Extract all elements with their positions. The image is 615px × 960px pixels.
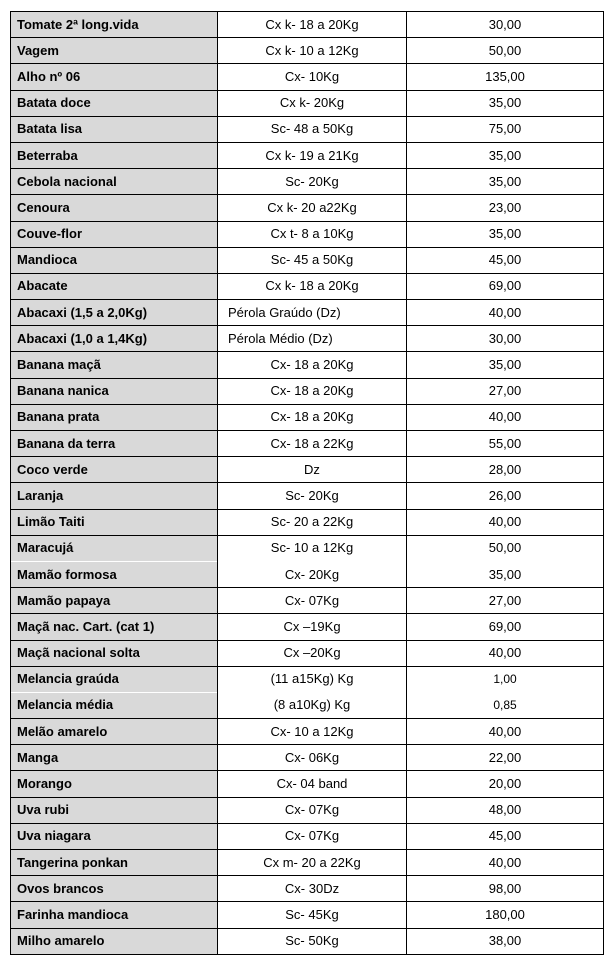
price-cell: 40,00 — [407, 509, 604, 535]
unit-cell: Cx- 18 a 22Kg — [218, 431, 407, 457]
table-row — [11, 378, 604, 404]
unit-cell: Cx k- 10 a 12Kg — [218, 38, 407, 64]
product-name-cell: Morango — [11, 771, 218, 797]
unit-cell: Cx –20Kg — [218, 640, 407, 666]
product-name-cell: Banana prata — [11, 404, 218, 430]
product-name-cell: Banana maçã — [11, 352, 218, 378]
price-cell: 48,00 — [407, 797, 604, 823]
product-name-cell: Maçã nac. Cart. (cat 1) — [11, 614, 218, 640]
product-name-cell: Abacate — [11, 273, 218, 299]
table-row — [11, 535, 604, 561]
price-cell: 27,00 — [407, 378, 604, 404]
unit-cell: Sc- 20Kg — [218, 483, 407, 509]
table-row — [11, 666, 604, 692]
product-name-cell: Banana da terra — [11, 431, 218, 457]
product-name-cell: Limão Taiti — [11, 509, 218, 535]
product-name-cell: Mamão papaya — [11, 588, 218, 614]
table-row — [11, 588, 604, 614]
unit-cell: Cx- 04 band — [218, 771, 407, 797]
table-row — [11, 64, 604, 90]
table-row — [11, 404, 604, 430]
unit-cell: Cx- 18 a 20Kg — [218, 404, 407, 430]
unit-cell: Cx- 07Kg — [218, 797, 407, 823]
table-row — [11, 326, 604, 352]
unit-cell: Sc- 20Kg — [218, 169, 407, 195]
table-row — [11, 12, 604, 38]
price-table — [10, 11, 604, 955]
table-row — [11, 169, 604, 195]
product-name-cell: Melancia média — [11, 692, 218, 718]
unit-cell: Cx k- 19 a 21Kg — [218, 142, 407, 168]
price-cell: 50,00 — [407, 38, 604, 64]
unit-cell: (8 a10Kg) Kg — [218, 692, 407, 718]
price-cell: 35,00 — [407, 221, 604, 247]
table-row — [11, 300, 604, 326]
product-name-cell: Abacaxi (1,5 a 2,0Kg) — [11, 300, 218, 326]
price-cell: 35,00 — [407, 561, 604, 587]
unit-cell: Cx m- 20 a 22Kg — [218, 850, 407, 876]
product-name-cell: Maçã nacional solta — [11, 640, 218, 666]
unit-cell: Cx- 07Kg — [218, 823, 407, 849]
price-cell: 40,00 — [407, 640, 604, 666]
table-row — [11, 38, 604, 64]
price-cell: 20,00 — [407, 771, 604, 797]
price-cell: 28,00 — [407, 457, 604, 483]
unit-cell: Cx k- 18 a 20Kg — [218, 273, 407, 299]
price-cell: 1,00 — [407, 666, 604, 692]
table-row — [11, 902, 604, 928]
table-row — [11, 142, 604, 168]
table-row — [11, 928, 604, 954]
unit-cell: Cx- 18 a 20Kg — [218, 352, 407, 378]
product-name-cell: Uva niagara — [11, 823, 218, 849]
table-row — [11, 509, 604, 535]
unit-cell: Cx- 20Kg — [218, 561, 407, 587]
table-row — [11, 116, 604, 142]
price-cell: 30,00 — [407, 12, 604, 38]
price-cell: 40,00 — [407, 719, 604, 745]
table-row — [11, 247, 604, 273]
table-row — [11, 483, 604, 509]
unit-cell: Cx k- 18 a 20Kg — [218, 12, 407, 38]
product-name-cell: Farinha mandioca — [11, 902, 218, 928]
unit-cell: Sc- 10 a 12Kg — [218, 535, 407, 561]
price-cell: 35,00 — [407, 352, 604, 378]
product-name-cell: Tangerina ponkan — [11, 850, 218, 876]
price-cell: 0,85 — [407, 692, 604, 718]
unit-cell: Cx k- 20 a22Kg — [218, 195, 407, 221]
table-row — [11, 692, 604, 718]
price-cell: 75,00 — [407, 116, 604, 142]
unit-cell: Cx t- 8 a 10Kg — [218, 221, 407, 247]
price-cell: 23,00 — [407, 195, 604, 221]
table-row — [11, 561, 604, 587]
unit-cell: (11 a15Kg) Kg — [218, 666, 407, 692]
table-row — [11, 90, 604, 116]
table-row — [11, 195, 604, 221]
unit-cell: Cx –19Kg — [218, 614, 407, 640]
product-name-cell: Uva rubi — [11, 797, 218, 823]
price-cell: 40,00 — [407, 850, 604, 876]
table-row — [11, 457, 604, 483]
unit-cell: Pérola Graúdo (Dz) — [218, 300, 407, 326]
unit-cell: Cx- 10 a 12Kg — [218, 719, 407, 745]
price-cell: 35,00 — [407, 169, 604, 195]
price-cell: 55,00 — [407, 431, 604, 457]
product-name-cell: Alho nº 06 — [11, 64, 218, 90]
table-row — [11, 719, 604, 745]
unit-cell: Cx- 06Kg — [218, 745, 407, 771]
unit-cell: Cx- 18 a 20Kg — [218, 378, 407, 404]
price-cell: 40,00 — [407, 404, 604, 430]
table-row — [11, 273, 604, 299]
table-row — [11, 797, 604, 823]
table-row — [11, 352, 604, 378]
price-cell: 69,00 — [407, 614, 604, 640]
price-cell: 30,00 — [407, 326, 604, 352]
table-row — [11, 876, 604, 902]
product-name-cell: Tomate 2ª long.vida — [11, 12, 218, 38]
table-row — [11, 221, 604, 247]
table-row — [11, 771, 604, 797]
product-name-cell: Mandioca — [11, 247, 218, 273]
unit-cell: Sc- 45 a 50Kg — [218, 247, 407, 273]
product-name-cell: Batata doce — [11, 90, 218, 116]
unit-cell: Cx- 10Kg — [218, 64, 407, 90]
price-cell: 180,00 — [407, 902, 604, 928]
price-cell: 35,00 — [407, 90, 604, 116]
table-row — [11, 431, 604, 457]
product-name-cell: Mamão formosa — [11, 561, 218, 587]
price-cell: 50,00 — [407, 535, 604, 561]
price-cell: 22,00 — [407, 745, 604, 771]
product-name-cell: Manga — [11, 745, 218, 771]
product-name-cell: Beterraba — [11, 142, 218, 168]
price-cell: 69,00 — [407, 273, 604, 299]
product-name-cell: Melão amarelo — [11, 719, 218, 745]
table-row — [11, 614, 604, 640]
unit-cell: Cx- 07Kg — [218, 588, 407, 614]
product-name-cell: Cebola nacional — [11, 169, 218, 195]
table-row — [11, 850, 604, 876]
product-name-cell: Laranja — [11, 483, 218, 509]
price-table-body — [11, 12, 604, 955]
unit-cell: Sc- 45Kg — [218, 902, 407, 928]
table-row — [11, 823, 604, 849]
price-cell: 26,00 — [407, 483, 604, 509]
product-name-cell: Ovos brancos — [11, 876, 218, 902]
product-name-cell: Milho amarelo — [11, 928, 218, 954]
unit-cell: Sc- 50Kg — [218, 928, 407, 954]
price-cell: 27,00 — [407, 588, 604, 614]
product-name-cell: Batata lisa — [11, 116, 218, 142]
product-name-cell: Couve-flor — [11, 221, 218, 247]
unit-cell: Sc- 20 a 22Kg — [218, 509, 407, 535]
unit-cell: Cx k- 20Kg — [218, 90, 407, 116]
table-row — [11, 745, 604, 771]
product-name-cell: Coco verde — [11, 457, 218, 483]
product-name-cell: Melancia graúda — [11, 666, 218, 692]
product-name-cell: Abacaxi (1,0 a 1,4Kg) — [11, 326, 218, 352]
unit-cell: Pérola Médio (Dz) — [218, 326, 407, 352]
price-cell: 135,00 — [407, 64, 604, 90]
price-cell: 35,00 — [407, 142, 604, 168]
price-cell: 45,00 — [407, 823, 604, 849]
unit-cell: Sc- 48 a 50Kg — [218, 116, 407, 142]
product-name-cell: Vagem — [11, 38, 218, 64]
product-name-cell: Cenoura — [11, 195, 218, 221]
price-cell: 40,00 — [407, 300, 604, 326]
product-name-cell: Maracujá — [11, 535, 218, 561]
price-cell: 98,00 — [407, 876, 604, 902]
price-cell: 45,00 — [407, 247, 604, 273]
table-row — [11, 640, 604, 666]
product-name-cell: Banana nanica — [11, 378, 218, 404]
unit-cell: Dz — [218, 457, 407, 483]
unit-cell: Cx- 30Dz — [218, 876, 407, 902]
price-cell: 38,00 — [407, 928, 604, 954]
